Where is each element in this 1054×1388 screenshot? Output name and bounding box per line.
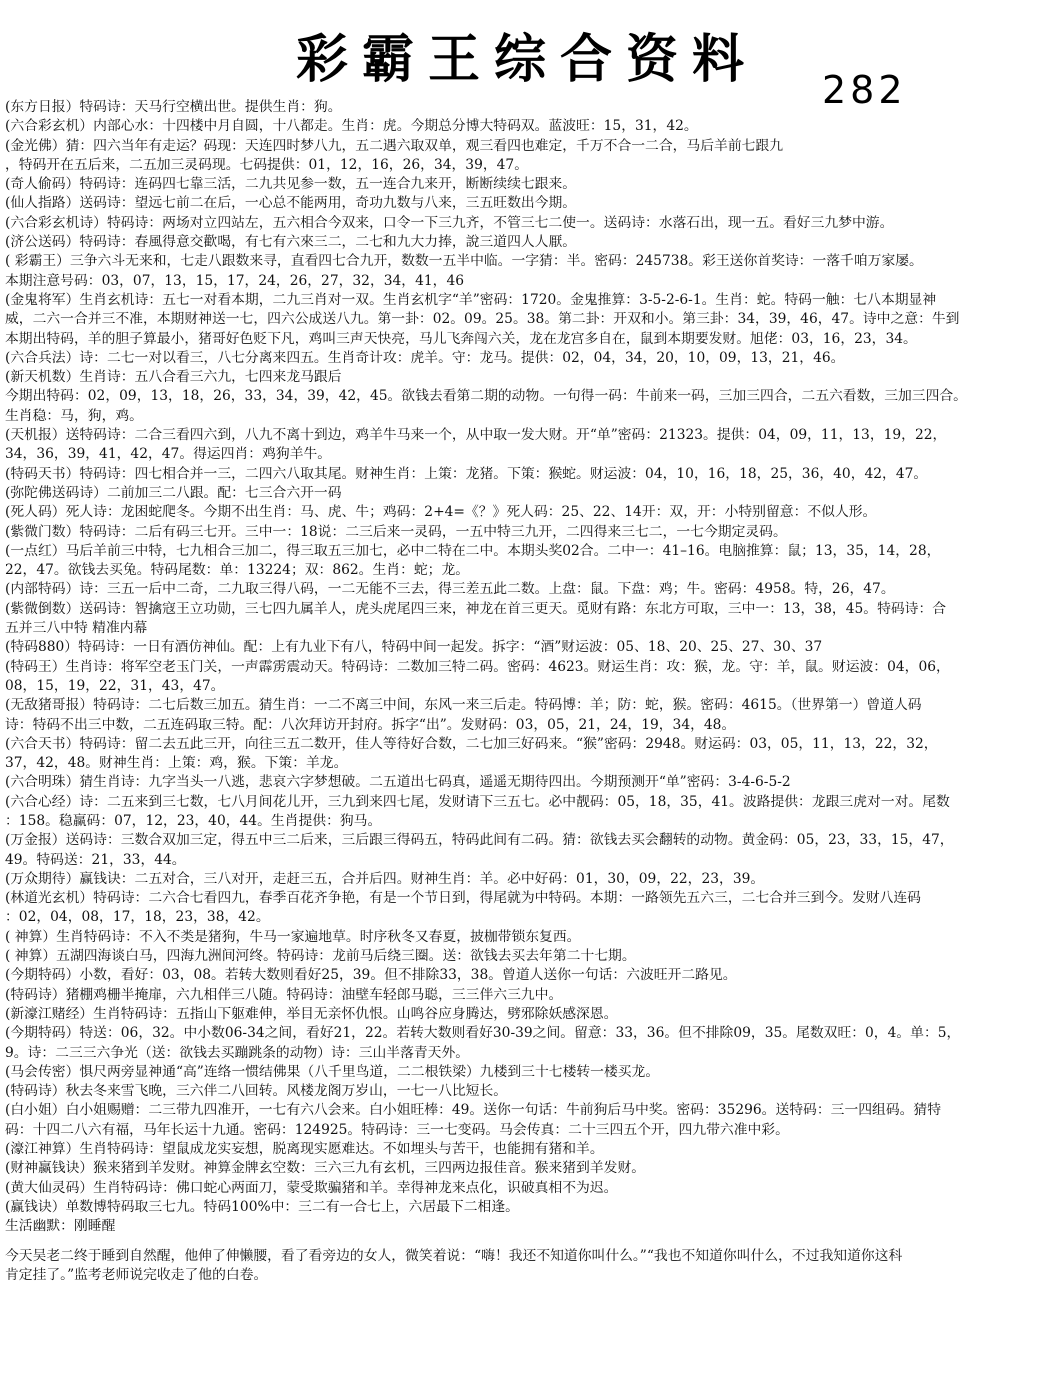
text-line: 今天吴老二终于睡到自然醒，他伸了伸懒腰，看了看旁边的女人，微笑着说：“嗨！我还不知道你叫什么。”“我也不知道你叫什么，不过我知道你这科 [5,1247,903,1264]
text-line: (特码880）特码诗：一日有酒仿神仙。配：上有九业下有八，特码中间一起发。拆字：“酒”财运波：05、18、20、25、27、30、37 [5,639,823,656]
text-line: ：158。稳赢码：07，12，23，40，44。生肖提供：狗马。 [5,812,382,829]
text-line: (一点红）马后羊前三中特，七九相合三加二，得三取五三加七，必中二特在二中。本期头奖02合。二中一：41–16。电脑推算：鼠；13，35，14，28， [5,542,941,559]
text-line: (林道光玄机）特码诗：二六合七看四九，春季百花齐争艳，有是一个节日到，得尾就为中特码。本期：一路领先五六三，二七合并三到今。发财八连码 [5,890,921,907]
text-line: (金光佛）猜：四六当年有走运？码现：天连四时梦八九，五二遇六取双单，观三看四也难定，千万不合一二合，马后羊前七跟九 [5,137,784,154]
text-line: 49。特码送：21，33，44。 [5,851,186,868]
text-line: 37，42，48。财神生肖：上策：鸡，猴。下策：羊龙。 [5,755,348,772]
text-line: 本期出特码，羊的胆子算最小，猪哥好色贬下凡，鸡叫三声天快亮，马儿飞奔闯六关，龙在龙宫多自在，鼠到本期要发财。旭佬：03，16，23，34。 [5,330,917,347]
text-line: (紫微门数）特码诗：二后有码三七开。三中一：18说：二三后来一灵码，一五中特三九开，二四得来三七二，一七今期定灵码。 [5,523,787,540]
text-line: (内部特码）诗：三五一后中二奇，二九取三得八码，一二无能不三去，得三差五此二数。上盘：鼠。下盘：鸡；牛。密码：4958。特，26，47。 [5,581,895,598]
text-line: ( 神算）生肖特码诗：不入不类是猪狗，牛马一家遍地草。时序秋冬又春夏，披枷带锁东复西。 [5,928,581,945]
text-line: 本期注意号码：03，07，13，15，17，24，26，27，32，34，41，46 [5,272,465,289]
text-line: (万众期待）赢钱诀：二五对合，三八对开，走赶三五，合并后四。财神生肖：羊。必中好码：01，30，09，22，23，39。 [5,870,765,887]
blank-line [5,1237,1045,1247]
text-line: ，特码开在五后来，二五加三灵码现。七码提供：01，12，16，26，34，39，47。 [5,156,528,173]
text-line: 生活幽默：刚睡醒 [5,1218,116,1235]
content-body [5,98,1045,1285]
text-line: (奇人偷码）特码诗：连码四七靠三活，二九共见参一数，五一连合九来开，断断续续七跟来。 [5,176,577,193]
text-line: 肯定挂了。”监考老师说完收走了他的白卷。 [5,1266,268,1283]
text-line: (濠江神算）生肖特码诗：望鼠成龙实妄想，脱离现实愿难达。不如埋头与苦干，也能拥有猪和羊。 [5,1141,604,1158]
text-line: 码：十四二八六有福，马年长运十九通。密码：124925。特码诗：三一七变码。马会传真：二十三四五个开，四九带六准中彩。 [5,1121,789,1138]
text-line: (六合彩玄机）内部心水：十四楼中月自圆，十八都走。生肖：虎。今期总分博大特码双。蓝波旺：15，31，42。 [5,118,698,135]
text-line: (万金报）送码诗：三数合双加三定，得五中三二后来，三后跟三得码五，特码此间有二码。猜：欲钱去买会翻转的动物。黄金码：05，23，33，15，47， [5,832,954,849]
text-line: (白小姐）白小姐赐赠：二三带九四准开，一七有六八会来。白小姐旺棒：49。送你一句话：牛前狗后马中奖。密码：35296。送特码：三一四组码。猜特 [5,1102,942,1119]
text-line: (无敌猪哥报）特码诗：二七后数三加五。猜生肖：一二不离三中间，东风一来三后走。特码博：羊；防：蛇，猴。密码：4615。（世界第一）曾道人码 [5,697,922,714]
text-line: 今期出特码：02，09，13，18，26，33，34，39，42，45。欲钱去看第二期的动物。一句得一码：牛前来一码，三加三四合，二五六看数，三加三四合。 [5,388,967,405]
text-line: (六合明珠）猜生肖诗：九字当头一八逃，悲哀六字梦想破。二五道出七码真，遥遥无期待四出。今期预测开“单”密码：3-4-6-5-2 [5,774,791,791]
text-line: ：02，04，08，17，18，23，38，42。 [5,909,270,926]
page-title: 彩霸王综合资料 [295,29,758,90]
text-line: 五并三八中特 精准内幕 [5,620,148,637]
text-line: (东方日报）特码诗：天马行空横出世。提供生肖：狗。 [5,99,342,115]
text-line: 9。诗：二三三六争光（送：欲钱去买蹦跳条的动物）诗：三山半落青天外。 [5,1044,470,1061]
text-line: (特码诗）猪棚鸡栅半掩扉，六九相伴三八随。特码诗：油壁车轻郎马聪，三三伴六三九中。 [5,986,563,1003]
text-line: (六合兵法）诗：二七一对以看三，八七分离来四五。生肖奇计攻：虎羊。守：龙马。提供：02，04，34，20，10，09，13，21，46。 [5,349,845,366]
text-line: (马会传密）惧尺两旁显神通“高”连络一惯结佛果（八千里鸟道，二二根铁梁）九楼到三十七楼转一楼买龙。 [5,1063,660,1080]
text-line: (新濠江赌经）生肖特码诗：五指山下躯难伸，举目无亲怀仇恨。山鸣谷应身腾达，劈邪除妖感深恩。 [5,1005,618,1022]
text-line: (六合彩玄机诗）特码诗：两场对立四站左，五六相合今双来，口令一下三九齐，不管三七二使一。送码诗：水落石出，现一五。看好三九梦中游。 [5,214,894,231]
text-line: (仙人指路）送码诗：望远七前二在后，一心总不能两用，奇功九数与八来，三五旺数出今期。 [5,195,577,212]
text-line: 22，47。欲钱去买兔。特码尾数：单：13224；双：862。生肖：蛇；龙。 [5,562,470,579]
text-line: (六合心经）诗：二五来到三七数，七八月间花儿开，三九到来四七尾，发财请下三五七。必中靓码：05，18，35，41。波路提供：龙跟三虎对一对。尾数 [5,793,950,810]
text-line: (新天机数）生肖诗：五八合看三六九，七四来龙马跟后 [5,369,342,386]
text-line: (金鬼将军）生肖玄机诗：五七一对看本期，二九三肖对一双。生肖玄机字“羊”密码：1720。金鬼推算：3-5-2-6-1。生肖：蛇。特码一触：七八本期显神 [5,291,937,308]
text-line: (今期特码）特送：06，32。中小数06-34之间，看好21，22。若转大数则看好30-39之间。留意：33，36。但不排除09，35。尾数双旺：0，4。单：5， [5,1025,961,1042]
text-line: ( 彩霸王）三争六斗无来和，七走八跟数来寻，直看四七合九开，数数一五半中临。一字猜：半。密码：245738。彩王送你首奖诗：一落千咱万家屡。 [5,253,923,270]
text-line: (六合天书）特码诗：留二去五此三开，向往三五二数开，佳人等待好合数，二七加三好码来。“猴”密码：2948。财运码：03，05，11，13，22，32， [5,735,938,752]
text-line: 08，15，19，22，31，43，47。 [5,677,225,694]
text-line: ( 神算）五湖四海谈白马，四海九洲间河终。特码诗：龙前马后绕三圈。送：欲钱去买去年第二十七期。 [5,948,636,965]
text-line: (紫微倒数）送码诗：智擒寇王立功勋，三七四九属羊人，虎头虎尾四三来，神龙在首三更天。觅财有路：东北方可取，三中一：13，38，45。特码诗：合 [5,600,947,617]
text-line: (天机报）送特码诗：二合三看四六到，八九不离十到边，鸡羊牛马来一个，从中取一发大财。开“单”密码：21323。提供：04，09，11，13，19，22， [5,427,947,444]
text-line: 威，二六一合并三不准，本期财神送一七，四六公成送八九。第一卦：02。09。25。38。第二卦：开双和小。第三卦：34，39，46，47。诗中之意：牛到 [5,311,960,328]
text-line: (济公送码）特码诗：春風得意交歡喝，有七有六來三二，二七和九大力捧，說三道四人人厭。 [5,234,577,251]
text-line: (特码天书）特码诗：四七相合并一三，二四六八取其尾。财神生肖：上策：龙猪。下策：猴蛇。财运波：04，10，16，18，25，36，40，42，47。 [5,465,928,482]
text-line: (今期特码）小数，看好：03，08。若转大数则看好25，39。但不排除33，38。曾道人送你一句话：六波旺开二路见。 [5,967,737,984]
text-line: (死人码）死人诗：龙困蛇爬冬。今期不出生肖：马、虎、牛；鸡码：2+4=《？》死人码：25、22、14开：双，开：小特别留意：不似人形。 [5,504,877,521]
text-line: (特码王）生肖诗：将军空老玉门关，一声霹雳震动天。特码诗：二数加三特二码。密码：4623。财运生肖：攻：猴，龙。守：羊，鼠。财运波：04，06， [5,658,950,675]
text-line: (黄大仙灵码）生肖特码诗：佛口蛇心两面刀，蒙受欺骗猪和羊。幸得神龙来点化，识破真相不为迟。 [5,1179,618,1196]
text-line: 诗：特码不出三中数，二五连码取三特。配：八次拜访开封府。拆字“出”。发财码：03，05，21，24，19，34，48。 [5,716,736,733]
issue-number: 282 [822,68,907,112]
text-line: (赢钱诀）单数博特码取三七九。特码100%中：三二有一合七上，六居最下二相逢。 [5,1198,519,1215]
text-line: (财神赢钱诀）猴来猪到羊发财。神算金牌玄空数：三六三九有玄机，三四两边报佳音。猴来猪到羊发财。 [5,1160,646,1177]
text-line: (特码诗）秋去冬来雪飞晚，三六伴二八回转。风楼龙阁万岁山，一七一八比短长。 [5,1083,508,1100]
text-line: (弥陀佛送码诗）二前加三二八跟。配：七三合六开一码 [5,484,342,501]
text-line: 34，36，39，41，42，47。得运四肖：鸡狗羊牛。 [5,446,332,463]
text-line: 生肖稳：马，狗，鸡。 [5,407,143,424]
